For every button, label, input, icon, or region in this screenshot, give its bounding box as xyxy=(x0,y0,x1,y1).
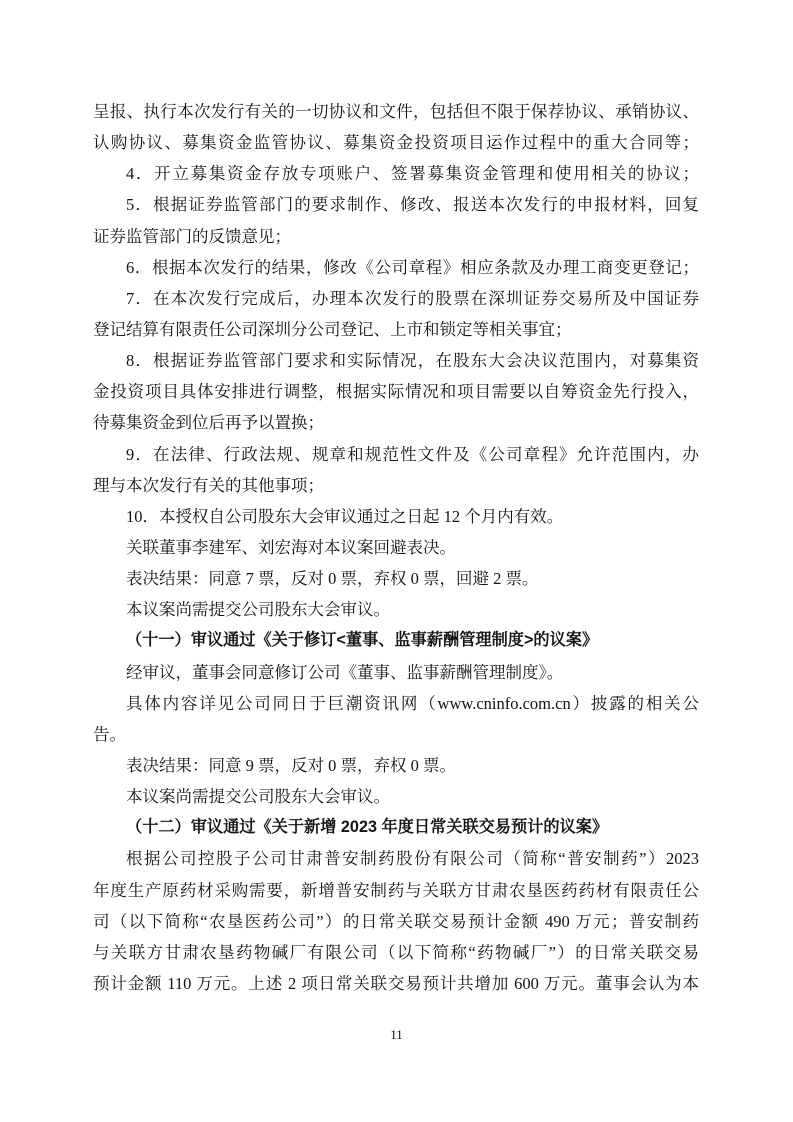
text-line: 经审议，董事会同意修订公司《董事、监事薪酬管理制度》。 xyxy=(126,662,564,682)
text-line: 司（以下简称“农垦医药公司”）的日常关联交易预计金额 490 万元；普安制药 xyxy=(93,911,699,931)
text-line: 与关联方甘肃农垦药物碱厂有限公司（以下简称“药物碱厂”）的日常关联交易 xyxy=(93,942,699,962)
page-footer xyxy=(0,1027,793,1043)
text-line: 8．根据证券监管部门要求和实际情况，在股东大会决议范围内，对募集资 xyxy=(126,351,699,371)
text-line: 理与本次发行有关的其他事项； xyxy=(93,475,324,495)
text-line: 认购协议、募集资金监管协议、募集资金投资项目运作过程中的重大合同等； xyxy=(93,133,699,153)
section-heading: （十一）审议通过《关于修订<董事、监事薪酬管理制度>的议案》 xyxy=(126,631,599,650)
text-line: 7．在本次发行完成后，办理本次发行的股票在深圳证券交易所及中国证券 xyxy=(126,288,699,308)
text-line: 待募集资金到位后再予以置换； xyxy=(93,413,324,433)
page-number: 11 xyxy=(390,1027,403,1042)
text-line: 金投资项目具体安排进行调整，根据实际情况和项目需要以自筹资金先行投入， xyxy=(93,382,699,402)
text-line: 告。 xyxy=(93,724,126,744)
text-line: 5．根据证券监管部门的要求制作、修改、报送本次发行的申报材料，回复 xyxy=(126,195,699,215)
text-line: 表决结果：同意 7 票，反对 0 票，弃权 0 票，回避 2 票。 xyxy=(126,569,539,589)
section-heading: （十二）审议通过《关于新增 2023 年度日常关联交易预计的议案》 xyxy=(126,818,609,837)
text-line: 登记结算有限责任公司深圳分公司登记、上市和锁定等相关事宜； xyxy=(93,319,572,339)
text-line: 呈报、执行本次发行有关的一切协议和文件，包括但不限于保荐协议、承销协议、 xyxy=(93,102,699,121)
text-line: 根据公司控股子公司甘肃普安制药股份有限公司（简称“普安制药”）2023 xyxy=(126,849,699,869)
text-line: 具体内容详见公司同日于巨潮资讯网（www.cninfo.com.cn）披露的相关公 xyxy=(126,693,699,713)
text-line: 关联董事李建军、刘宏海对本议案回避表决。 xyxy=(126,537,456,557)
text-line: 表决结果：同意 9 票，反对 0 票，弃权 0 票。 xyxy=(126,755,456,775)
text-line: 9．在法律、行政法规、规章和规范性文件及《公司章程》允许范围内，办 xyxy=(126,444,699,464)
text-line: 4．开立募集资金存放专项账户、签署募集资金管理和使用相关的协议； xyxy=(126,164,699,184)
text-line: 年度生产原药材采购需要，新增普安制药与关联方甘肃农垦医药药材有限责任公 xyxy=(93,880,699,900)
text-line: 本议案尚需提交公司股东大会审议。 xyxy=(126,600,390,620)
text-line: 本议案尚需提交公司股东大会审议。 xyxy=(126,787,390,807)
text-line: 10．本授权自公司股东大会审议通过之日起 12 个月内有效。 xyxy=(126,506,564,526)
text-line: 证券监管部门的反馈意见； xyxy=(93,226,291,246)
text-line: 预计金额 110 万元。上述 2 项日常关联交易预计共增加 600 万元。董事会认为本 xyxy=(93,973,699,993)
text-line: 6．根据本次发行的结果，修改《公司章程》相应条款及办理工商变更登记； xyxy=(126,257,699,277)
document-body xyxy=(93,96,699,999)
